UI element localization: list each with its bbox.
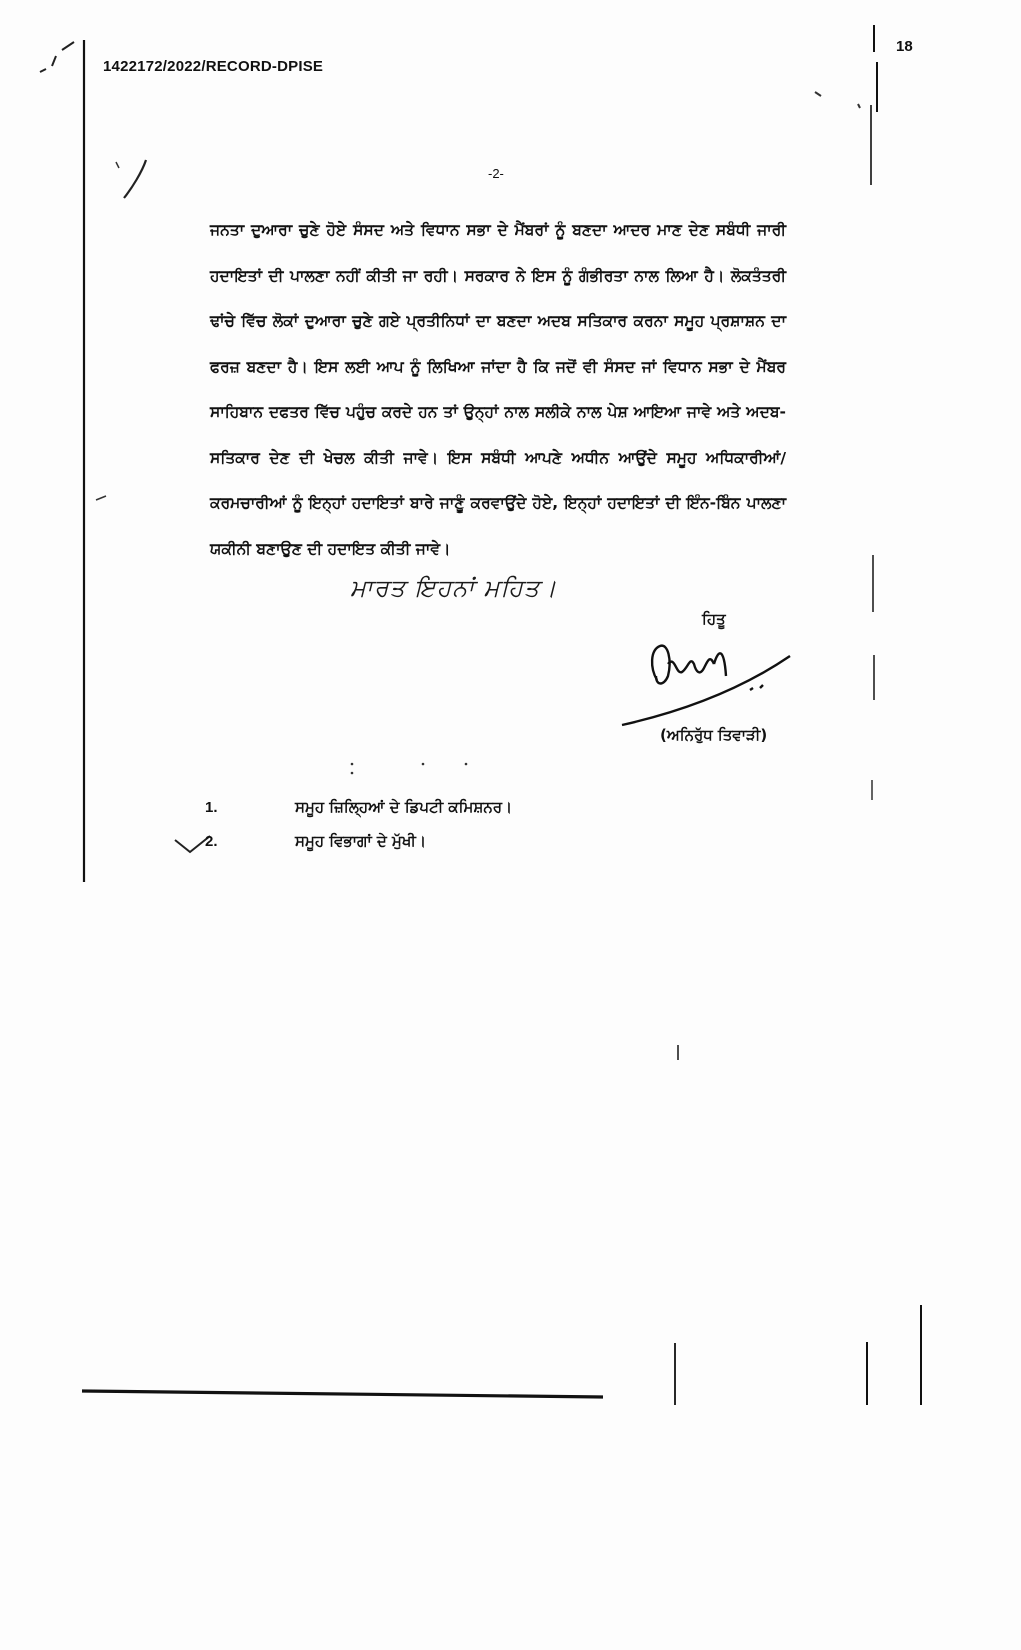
list-item-text: ਸਮੂਹ ਜ਼ਿਲ੍ਹਿਆਂ ਦੇ ਡਿਪਟੀ ਕਮਿਸ਼ਨਰ। [295,798,513,816]
handwritten-note: ਮਾਰਤ ਇਹਨਾਂ ਮਹਿਤ। [350,574,558,602]
page-number: 18 [896,38,913,55]
distribution-list [205,790,512,858]
reference-number: 1422172/2022/RECORD-DPISE [103,58,324,75]
letter-paragraph: ਜਨਤਾ ਦੁਆਰਾ ਚੁਣੇ ਹੋਏ ਸੰਸਦ ਅਤੇ ਵਿਧਾਨ ਸਭਾ ਦੇ ਮੈਂਬਰਾਂ ਨੂੰ ਬਣਦਾ ਆਦਰ ਮਾਣ ਦੇਣ ਸਬੰਧੀ ਜਾਰੀ ਹਦਾਇਤਾਂ ਦੀ ਪਾਲਣਾ ਨਹੀਂ ਕੀਤੀ ਜਾ ਰਹੀ। ਸਰਕਾਰ ਨੇ ਇਸ ਨੂੰ ਗੰਭੀਰਤਾ ਨਾਲ ਲਿਆ ਹੈ। ਲੋਕਤੰਤਰੀ ਢਾਂਚੇ ਵਿੱਚ ਲੋਕਾਂ ਦੁਆਰਾ ਚੁਣੇ ਗਏ ਪ੍ਰਤੀਨਿਧਾਂ ਦਾ ਬਣਦਾ ਅਦਬ ਸਤਿਕਾਰ ਕਰਨਾ ਸਮੂਹ ਪ੍ਰਸ਼ਾਸ਼ਨ ਦਾ ਫਰਜ਼ ਬਣਦਾ ਹੈ। ਇਸ ਲਈ ਆਪ ਨੂੰ ਲਿਖਿਆ ਜਾਂਦਾ ਹੈ ਕਿ ਜਦੋਂ ਵੀ ਸੰਸਦ ਜਾਂ ਵਿਧਾਨ ਸਭਾ ਦੇ ਮੈਂਬਰ ਸਾਹਿਬਾਨ ਦਫਤਰ ਵਿੱਚ ਪਹੁੰਚ ਕਰਦੇ ਹਨ ਤਾਂ ਉਨ੍ਹਾਂ ਨਾਲ ਸਲੀਕੇ ਨਾਲ ਪੇਸ਼ ਆਇਆ ਜਾਵੇ ਅਤੇ ਅਦਬ-ਸਤਿਕਾਰ ਦੇਣ ਦੀ ਖੇਚਲ ਕੀਤੀ ਜਾਵੇ। ਇਸ ਸਬੰਧੀ ਆਪਣੇ ਅਧੀਨ ਆਉਂਦੇ ਸਮੂਹ ਅਧਿਕਾਰੀਆਂ/ਕਰਮਚਾਰੀਆਂ ਨੂੰ ਇਨ੍ਹਾਂ ਹਦਾਇਤਾਂ ਬਾਰੇ ਜਾਣੂੰ ਕਰਵਾਉਂਦੇ ਹੋਏ, ਇਨ੍ਹਾਂ ਹਦਾਇਤਾਂ ਦੀ ਇੰਨ-ਬਿੰਨ ਪਾਲਣਾ ਯਕੀਨੀ ਬਣਾਉਣ ਦੀ ਹਦਾਇਤ ਕੀਤੀ ਜਾਵੇ। [210,221,786,558]
list-item-number: 2. [205,832,218,850]
list-item [205,790,512,824]
sub-page-number: -2- [488,166,504,181]
list-item [205,824,512,858]
list-item-number: 1. [205,798,218,816]
signatory-name: (ਅਨਿਰੁੱਧ ਤਿਵਾੜੀ) [660,726,768,744]
tick-mark [124,160,146,198]
list-item-text: ਸਮੂਹ ਵਿਭਾਗਾਂ ਦੇ ਮੁੱਖੀ। [295,832,427,850]
bottom-rule [82,1391,603,1397]
handwritten-signature [622,646,790,725]
signature-label: ਹਿਤੂ [702,610,726,628]
letter-body [210,208,786,572]
